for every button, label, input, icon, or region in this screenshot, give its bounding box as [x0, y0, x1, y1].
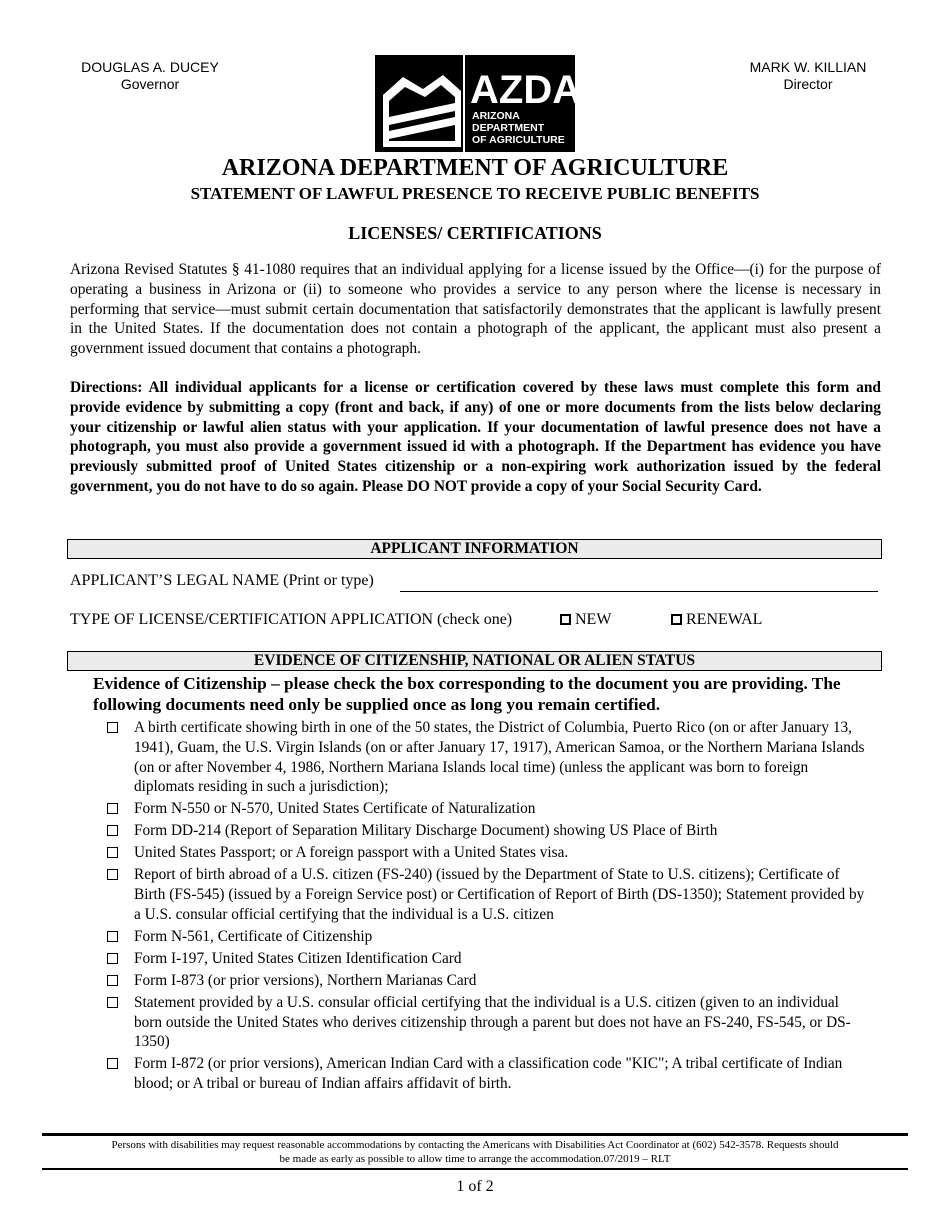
governor-name: DOUGLAS A. DUCEY — [81, 59, 219, 75]
logo-sub-3: OF AGRICULTURE — [472, 134, 565, 146]
list-item — [105, 865, 865, 924]
list-item — [105, 718, 865, 797]
logo-sub-1: ARIZONA — [472, 110, 520, 122]
document-checkbox[interactable] — [107, 997, 118, 1008]
department-title: ARIZONA DEPARTMENT OF AGRICULTURE — [221, 155, 729, 181]
evidence-header: EVIDENCE OF CITIZENSHIP, NATIONAL OR ALIEN STATUS — [67, 651, 882, 671]
governor-title: Governor — [120, 76, 180, 92]
evidence-heading: Evidence of Citizenship – please check the box corresponding to the document you are providing. The following documents need only be supplied once as long you remain certified. — [93, 674, 841, 714]
list-item — [105, 971, 865, 991]
intro-paragraph: Arizona Revised Statutes § 41-1080 requires that an individual applying for a license issued by the Office—(i) for the purpose of operating a business in Arizona or (ii) to someone who provides a service to any person where the license is necessary in performing that service—must submit certain documentation that satisfactorily demonstrates that the applicant is lawfully present in the United States. If the documentation does not contain a photograph of the applicant, the applicant must also present a government issued document that contains a photograph. — [70, 261, 881, 358]
list-item — [105, 821, 865, 841]
list-item — [105, 993, 865, 1052]
director-name: MARK W. KILLIAN — [749, 59, 867, 75]
legal-name-label: APPLICANT’S LEGAL NAME (Print or type) — [70, 572, 374, 589]
azda-logo-graphic — [375, 55, 575, 152]
director-block — [728, 59, 888, 93]
evidence-list — [105, 718, 865, 1096]
list-item — [105, 927, 865, 947]
footer-top-rule — [42, 1133, 908, 1136]
document-checkbox[interactable] — [107, 803, 118, 814]
document-text: Form I-873 (or prior versions), Northern Marianas Card — [134, 971, 477, 989]
document-text: Form N-561, Certificate of Citizenship — [134, 927, 373, 945]
directions-paragraph: Directions: All individual applicants for a license or certification covered by these laws must complete this form and provide evidence by submitting a copy (front and back, if any) of one or more documents from the lists below declaring your citizenship or lawful alien status with your application. If your documentation of lawful presence does not have a photograph, you must also provide a government issued id with a photograph. If the Department has evidence you have previously submitted proof of United States citizenship or a non-expiring work authorization issued by the federal government, you do not have to do so again. Please DO NOT provide a copy of your Social Security Card. — [70, 379, 881, 495]
document-text: United States Passport; or A foreign passport with a United States visa. — [134, 844, 569, 862]
page-number: 1 of 2 — [456, 1178, 494, 1195]
option-new[interactable] — [560, 611, 611, 629]
renewal-checkbox[interactable] — [671, 614, 682, 625]
document-text: Form N-550 or N-570, United States Certificate of Naturalization — [134, 800, 536, 818]
document-checkbox[interactable] — [107, 847, 118, 858]
legal-name-input-line[interactable] — [400, 591, 878, 592]
footer-notice: Persons with disabilities may request reasonable accommodations by contacting the Americans with Disabilities Act Coordinator at (602) 542-3578. Requests should be made as early as possible to allow time to arrange the accommodation.07/2019 – RLT — [111, 1139, 839, 1165]
document-checkbox[interactable] — [107, 953, 118, 964]
document-text: Form I-872 (or prior versions), American Indian Card with a classification code "KIC"; A tribal certificate of Indian blood; or A tribal or bureau of Indian affairs affidavit of birth. — [134, 1055, 843, 1093]
document-checkbox[interactable] — [107, 1058, 118, 1069]
license-type-label: TYPE OF LICENSE/CERTIFICATION APPLICATION (check one) — [70, 611, 513, 628]
document-text: Form DD-214 (Report of Separation Military Discharge Document) showing US Place of Birth — [134, 822, 718, 840]
option-renewal[interactable] — [671, 611, 762, 629]
document-text: Form I-197, United States Citizen Identification Card — [134, 949, 462, 967]
governor-block — [70, 59, 230, 93]
section-title-licenses: LICENSES/ CERTIFICATIONS — [348, 223, 602, 243]
list-item — [105, 1054, 865, 1094]
applicant-info-header: APPLICANT INFORMATION — [67, 539, 882, 559]
new-checkbox[interactable] — [560, 614, 571, 625]
document-checkbox[interactable] — [107, 722, 118, 733]
azda-logo — [375, 55, 575, 152]
option-renewal-label: RENEWAL — [686, 611, 763, 628]
list-item — [105, 843, 865, 863]
legal-name-row — [70, 572, 880, 590]
list-item — [105, 799, 865, 819]
logo-azda-text: AZDA — [470, 68, 575, 112]
document-text: Statement provided by a U.S. consular official certifying that the individual is a U.S. citizen (given to an individual born outside the United States who derives citizenship through a parent but does not have an FS-240, FS-545, or DS-1350) — [134, 993, 851, 1051]
footer-bottom-rule — [42, 1168, 908, 1170]
document-checkbox[interactable] — [107, 825, 118, 836]
list-item — [105, 949, 865, 969]
logo-sub-2: DEPARTMENT — [472, 122, 545, 134]
document-checkbox[interactable] — [107, 869, 118, 880]
option-new-label: NEW — [575, 611, 612, 628]
document-text: A birth certificate showing birth in one of the 50 states, the District of Columbia, Puerto Rico (on or after January 13, 1941), Guam, the U.S. Virgin Islands (on or after January 17, 1917), American Samoa, or the Northern Mariana Islands (on or after November 4, 1986, Northern Mariana Islands local time) (unless the applicant was born to foreign diplomats residing in such a jurisdiction); — [134, 719, 865, 796]
document-text: Report of birth abroad of a U.S. citizen (FS-240) (issued by the Department of State to U.S. citizens); Certificate of Birth (FS-545) (issued by a Foreign Service post) or Certification of Report of Birth (DS-1350); Statement provided by a U.S. consular official certifying that the individual is a U.S. citizen — [134, 866, 865, 923]
document-checkbox[interactable] — [107, 975, 118, 986]
director-title: Director — [783, 76, 833, 92]
statement-title: STATEMENT OF LAWFUL PRESENCE TO RECEIVE PUBLIC BENEFITS — [190, 184, 760, 203]
document-checkbox[interactable] — [107, 931, 118, 942]
